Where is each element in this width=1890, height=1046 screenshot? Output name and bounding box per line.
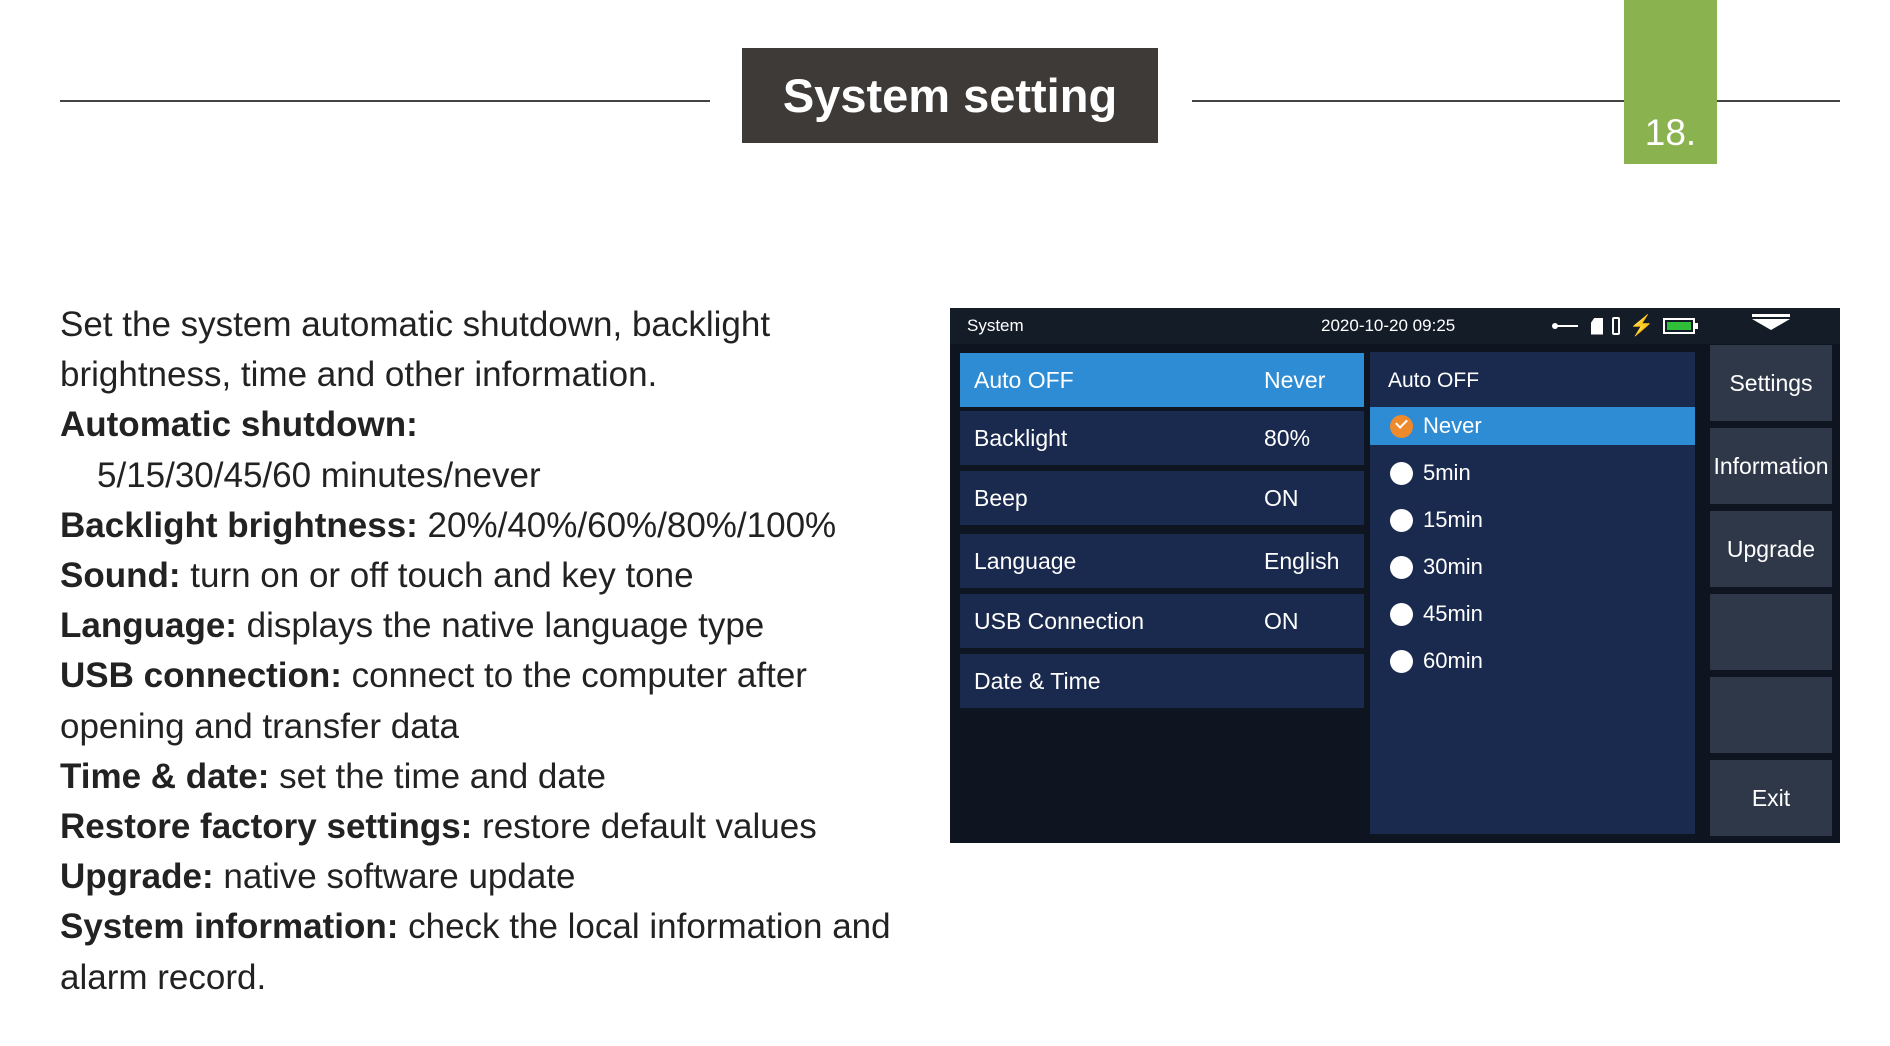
exit-button[interactable]: Exit	[1710, 760, 1832, 836]
blank-button-2[interactable]	[1710, 677, 1832, 753]
menu-item-language[interactable]	[960, 534, 1364, 588]
option-60min[interactable]	[1370, 642, 1695, 680]
feature-text: restore default values	[472, 807, 817, 847]
feature-line	[60, 752, 930, 802]
information-button[interactable]: Information	[1710, 428, 1832, 504]
option-label: Never	[1423, 413, 1482, 438]
device-screen	[950, 308, 1840, 843]
feature-label: USB connection:	[60, 656, 342, 696]
page-number: 18.	[1624, 0, 1717, 164]
feature-text: native software update	[213, 857, 576, 897]
menu-item-date-time[interactable]	[960, 654, 1364, 708]
option-label: 15min	[1423, 507, 1483, 532]
feature-label: Upgrade:	[60, 857, 214, 897]
menu-item-label: Date & Time	[974, 668, 1101, 694]
option-label: 60min	[1423, 648, 1483, 673]
menu-item-value: Never	[1264, 367, 1326, 393]
intro-line: Set the system automatic shutdown, backlight	[60, 305, 771, 344]
menu-item-value: ON	[1264, 485, 1299, 511]
screen-title: System	[967, 316, 1024, 335]
header-rule-left	[60, 100, 710, 102]
option-never[interactable]	[1370, 407, 1695, 445]
status-datetime: 2020-10-20 09:25	[1321, 316, 1456, 335]
feature-line	[60, 551, 930, 601]
option-label: 30min	[1423, 554, 1483, 579]
feature-text: 20%/40%/60%/80%/100%	[417, 505, 837, 545]
feature-text: connect to the computer after	[341, 656, 807, 696]
status-icons	[1552, 314, 1695, 338]
feature-line	[60, 702, 930, 752]
feature-text: alarm record.	[60, 957, 267, 997]
feature-label: Language:	[60, 606, 237, 646]
feature-line	[60, 601, 930, 651]
status-bar	[950, 308, 1840, 344]
feature-text: check the local information and	[398, 907, 891, 947]
menu-item-label: Language	[974, 548, 1077, 574]
feature-label: Backlight brightness:	[60, 505, 418, 545]
sd-card-icon	[1591, 318, 1603, 335]
radio-icon	[1390, 509, 1413, 532]
battery-icon	[1663, 318, 1695, 334]
page-title: System setting	[742, 48, 1158, 143]
flashlight-icon	[1612, 317, 1620, 335]
feature-line	[60, 400, 930, 450]
dropdown-icon[interactable]	[1752, 319, 1790, 330]
feature-text: displays the native language type	[236, 606, 765, 646]
settings-button[interactable]: Settings	[1710, 345, 1832, 421]
menu-item-auto-off[interactable]	[960, 353, 1364, 407]
menu-item-beep[interactable]	[960, 471, 1364, 525]
radio-icon	[1390, 650, 1413, 673]
auto-off-options	[1370, 352, 1695, 834]
option-5min[interactable]	[1370, 454, 1695, 492]
feature-text: turn on or off touch and key tone	[180, 556, 694, 596]
feature-label: Time & date:	[60, 756, 270, 796]
radio-icon	[1390, 462, 1413, 485]
feature-label: Sound:	[60, 556, 181, 596]
feature-text: opening and transfer data	[60, 706, 459, 746]
menu-item-label: USB Connection	[974, 608, 1145, 634]
option-15min[interactable]	[1370, 501, 1695, 539]
feature-text: 5/15/30/45/60 minutes/never	[97, 455, 541, 495]
header-rule-right	[1192, 100, 1840, 102]
usb-icon	[1552, 320, 1582, 332]
description-text	[60, 300, 930, 1003]
radio-icon	[1390, 556, 1413, 579]
menu-item-value: 80%	[1264, 425, 1311, 451]
feature-line	[60, 902, 930, 952]
feature-label: System information:	[60, 907, 399, 947]
option-30min[interactable]	[1370, 548, 1695, 586]
feature-line	[60, 451, 930, 501]
menu-item-usb-connection[interactable]	[960, 594, 1364, 648]
feature-line	[60, 802, 930, 852]
feature-line	[60, 852, 930, 902]
feature-label: Restore factory settings:	[60, 807, 473, 847]
menu-item-value: ON	[1264, 608, 1299, 634]
menu-item-label: Auto OFF	[974, 367, 1074, 393]
menu-item-value: English	[1264, 548, 1340, 574]
radio-checked-icon	[1390, 415, 1413, 438]
option-label: 5min	[1423, 460, 1471, 485]
feature-label: Automatic shutdown:	[60, 405, 418, 445]
upgrade-button[interactable]: Upgrade	[1710, 511, 1832, 587]
menu-item-label: Backlight	[974, 425, 1068, 451]
feature-line	[60, 651, 930, 701]
radio-icon	[1390, 603, 1413, 626]
charging-icon: ⚡	[1629, 315, 1654, 337]
feature-line	[60, 953, 930, 1003]
feature-line	[60, 501, 930, 551]
intro-line: brightness, time and other information.	[60, 355, 658, 395]
feature-text: set the time and date	[269, 756, 607, 796]
menu-item-label: Beep	[974, 485, 1028, 511]
blank-button-1[interactable]	[1710, 594, 1832, 670]
menu-item-backlight[interactable]	[960, 411, 1364, 465]
options-title: Auto OFF	[1388, 369, 1480, 392]
option-label: 45min	[1423, 601, 1483, 626]
option-45min[interactable]	[1370, 595, 1695, 633]
